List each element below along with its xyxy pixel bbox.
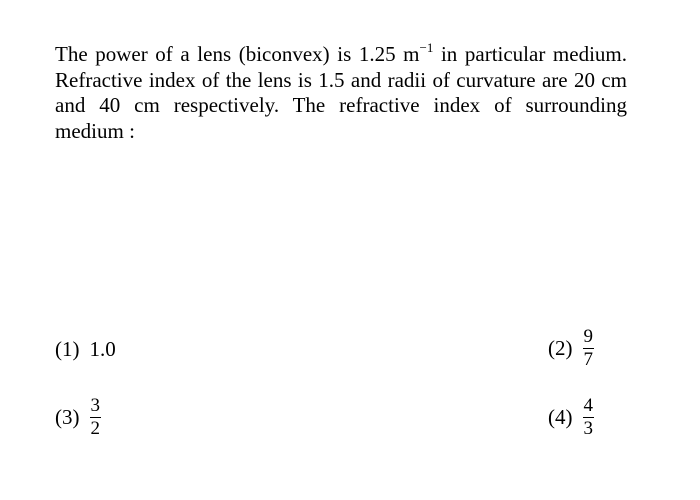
question-text xyxy=(55,42,627,144)
option-2-label: (2) xyxy=(548,336,573,360)
option-4-denominator: 3 xyxy=(583,418,593,439)
option-4-numerator: 4 xyxy=(583,395,593,416)
question-text-part1: The power of a lens (biconvex) is 1.25 m xyxy=(55,42,420,66)
option-1[interactable] xyxy=(55,337,116,362)
option-3-numerator: 3 xyxy=(90,395,100,416)
option-4-fraction xyxy=(583,396,595,439)
option-2[interactable] xyxy=(548,327,594,370)
option-4-label: (4) xyxy=(548,405,573,429)
option-2-fraction xyxy=(583,327,595,370)
option-3-denominator: 2 xyxy=(90,418,100,439)
question-text-part2: in particular medium. Refractive index of the lens is 1.5 and radii of curvature are 20 cm and 40 cm respectively. The refractive index of surrounding medium : xyxy=(55,42,627,143)
option-4[interactable] xyxy=(548,396,594,439)
option-1-value: 1.0 xyxy=(89,337,116,361)
option-3-fraction xyxy=(90,396,102,439)
option-3-label: (3) xyxy=(55,405,80,429)
option-1-label: (1) xyxy=(55,337,80,361)
unit-exponent: −1 xyxy=(419,40,434,55)
option-2-numerator: 9 xyxy=(583,326,593,347)
option-3[interactable] xyxy=(55,396,101,439)
option-2-denominator: 7 xyxy=(583,349,593,370)
